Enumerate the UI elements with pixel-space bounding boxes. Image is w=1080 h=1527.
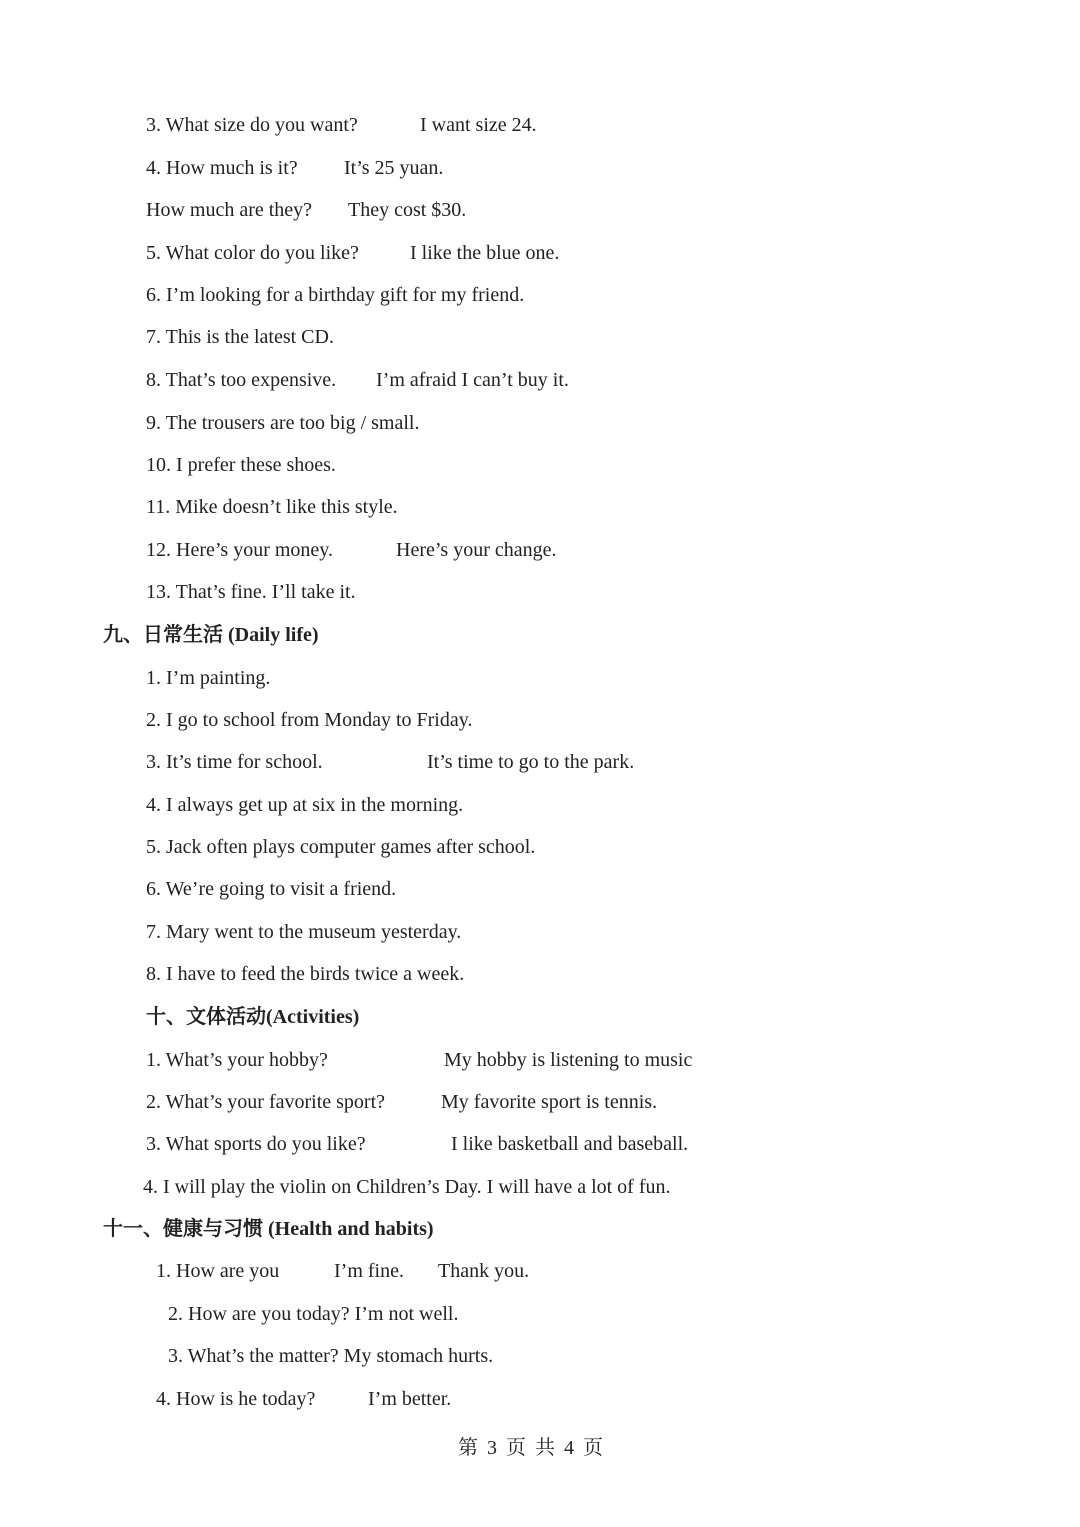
answer-text: I like basketball and baseball. bbox=[451, 1133, 689, 1155]
answer-text: It’s 25 yuan. bbox=[344, 157, 444, 179]
answer-text: I’m better. bbox=[368, 1388, 452, 1410]
page-number: 第 3 页 共 4 页 bbox=[458, 1437, 605, 1459]
shopping-line-10: 10. I prefer these shoes. bbox=[146, 454, 336, 476]
answer-text: My favorite sport is tennis. bbox=[441, 1091, 658, 1113]
question-text: 8. That’s too expensive. bbox=[146, 369, 337, 391]
daily-life-line-8: 8. I have to feed the birds twice a week. bbox=[146, 963, 465, 985]
question-text: 2. What’s your favorite sport? bbox=[146, 1091, 386, 1113]
section-heading-health: 十一、健康与习惯 (Health and habits) bbox=[103, 1218, 434, 1240]
question-text: 3. What size do you want? bbox=[146, 114, 358, 136]
daily-life-line-1: 1. I’m painting. bbox=[146, 667, 271, 689]
question-text: 5. What color do you like? bbox=[146, 242, 359, 264]
shopping-line-13: 13. That’s fine. I’ll take it. bbox=[146, 581, 356, 603]
answer-text: I like the blue one. bbox=[410, 242, 560, 264]
question-text: 4. How much is it? bbox=[146, 157, 298, 179]
answer-text: They cost $30. bbox=[348, 199, 467, 221]
question-text: 4. How is he today? bbox=[156, 1388, 316, 1410]
shopping-line-7: 7. This is the latest CD. bbox=[146, 326, 334, 348]
answer-text: My hobby is listening to music bbox=[444, 1049, 693, 1071]
health-line-3: 3. What’s the matter? My stomach hurts. bbox=[168, 1345, 494, 1367]
question-text: 1. How are you bbox=[156, 1260, 280, 1282]
daily-life-line-6: 6. We’re going to visit a friend. bbox=[146, 878, 397, 900]
health-line-2: 2. How are you today? I’m not well. bbox=[168, 1303, 459, 1325]
shopping-line-9: 9. The trousers are too big / small. bbox=[146, 412, 420, 434]
answer-text: I’m afraid I can’t buy it. bbox=[376, 369, 569, 391]
question-text: How much are they? bbox=[146, 199, 313, 221]
question-text: 1. What’s your hobby? bbox=[146, 1049, 328, 1071]
daily-life-line-7: 7. Mary went to the museum yesterday. bbox=[146, 921, 462, 943]
answer-text: I’m fine. bbox=[334, 1260, 404, 1282]
section-heading-daily-life: 九、日常生活 (Daily life) bbox=[103, 624, 319, 646]
question-text: 12. Here’s your money. bbox=[146, 539, 333, 561]
answer-text: Thank you. bbox=[438, 1260, 530, 1282]
section-heading-activities: 十、文体活动(Activities) bbox=[146, 1006, 360, 1028]
question-text: 3. What sports do you like? bbox=[146, 1133, 366, 1155]
daily-life-line-2: 2. I go to school from Monday to Friday. bbox=[146, 709, 473, 731]
shopping-line-6: 6. I’m looking for a birthday gift for my friend. bbox=[146, 284, 525, 306]
shopping-line-11: 11. Mike doesn’t like this style. bbox=[146, 496, 398, 518]
answer-text: Here’s your change. bbox=[396, 539, 557, 561]
answer-text: It’s time to go to the park. bbox=[427, 751, 635, 773]
activities-line-4: 4. I will play the violin on Children’s Day. I will have a lot of fun. bbox=[143, 1176, 671, 1198]
question-text: 3. It’s time for school. bbox=[146, 751, 323, 773]
answer-text: I want size 24. bbox=[420, 114, 537, 136]
daily-life-line-4: 4. I always get up at six in the morning. bbox=[146, 794, 464, 816]
daily-life-line-5: 5. Jack often plays computer games after school. bbox=[146, 836, 536, 858]
